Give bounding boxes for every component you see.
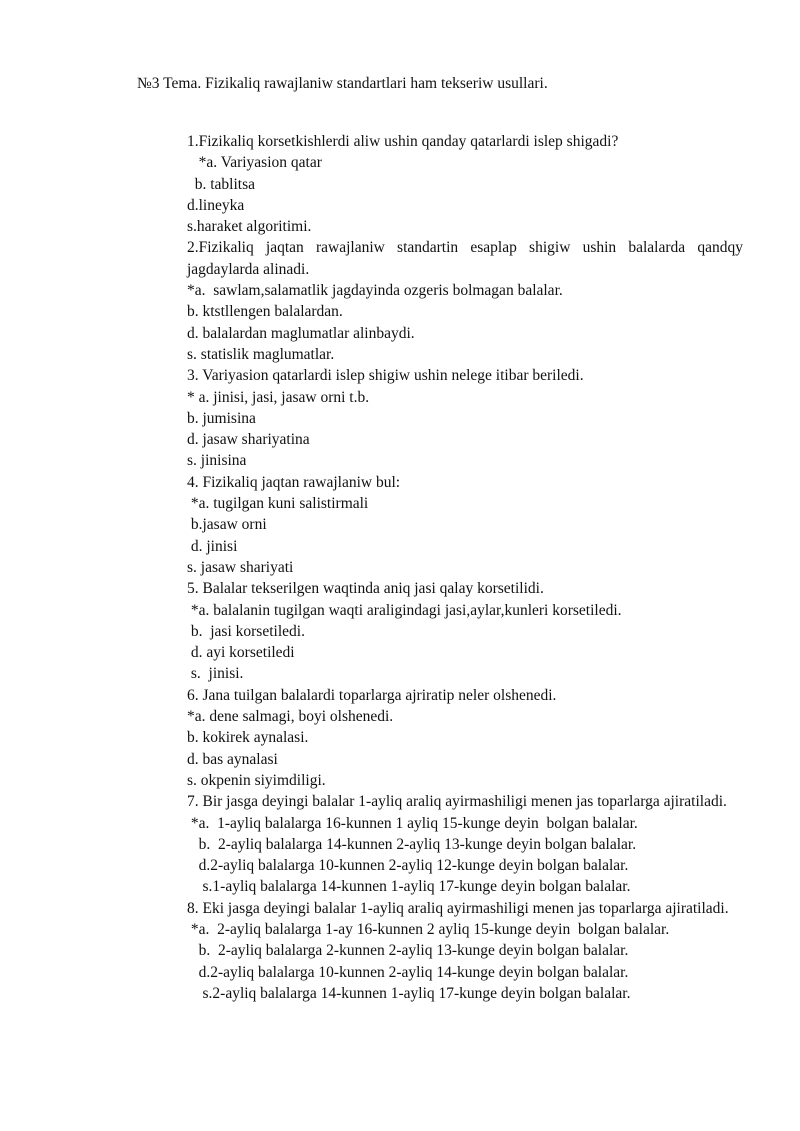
answer-option: s.1-ayliq balalarga 14-kunnen 1-ayliq 17-kunge deyin bolgan balalar. <box>187 878 631 896</box>
answer-option: d. balalardan maglumatlar alinbaydi. <box>187 324 415 342</box>
answer-option: *a. balalanin tugilgan waqti araligindagi jasi,aylar,kunleri korsetiledi. <box>187 601 622 619</box>
answer-option: d.2-ayliq balalarga 10-kunnen 2-ayliq 12-kunge deyin bolgan balalar. <box>187 857 629 875</box>
answer-option: d.2-ayliq balalarga 10-kunnen 2-ayliq 14-kunge deyin bolgan balalar. <box>187 963 629 981</box>
question-text: 7. Bir jasga deyingi balalar 1-ayliq araliq ayirmashiligi menen jas toparlarga ajiratiladi. <box>187 793 727 811</box>
answer-option: * a. jinisi, jasi, jasaw orni t.b. <box>187 388 370 406</box>
answer-option: d. jasaw shariyatina <box>187 431 310 449</box>
answer-option: d. bas aynalasi <box>187 750 278 768</box>
question-text: 2.Fizikaliq jaqtan rawajlaniw standartin esaplap shigiw ushin balalarda qandqy jagdaylarda alinadi. <box>187 239 743 278</box>
answer-option: b.jasaw orni <box>187 516 267 534</box>
question-block <box>187 237 743 365</box>
answer-option: *a. tugilgan kuni salistirmali <box>187 495 369 513</box>
answer-option: s. jinisi. <box>187 665 244 683</box>
answer-option: b. tablitsa <box>187 175 256 193</box>
question-block <box>187 791 743 897</box>
question-text: 6. Jana tuilgan balalardi toparlarga ajriratip neler olshenedi. <box>187 686 557 704</box>
answer-option: b. kokirek aynalasi. <box>187 729 309 747</box>
answer-option: *a. 2-ayliq balalarga 1-ay 16-kunnen 2 ayliq 15-kunge deyin bolgan balalar. <box>187 920 670 938</box>
answer-option: s.2-ayliq balalarga 14-kunnen 1-ayliq 17-kunge deyin bolgan balalar. <box>187 984 631 1002</box>
question-text: 5. Balalar tekserilgen waqtinda aniq jasi qalay korsetilidi. <box>187 580 544 598</box>
answer-option: *a. sawlam,salamatlik jagdayinda ozgeris bolmagan balalar. <box>187 282 563 300</box>
answer-option: d. ayi korsetiledi <box>187 644 295 662</box>
question-block <box>187 365 743 471</box>
answer-option: s. okpenin siyimdiligi. <box>187 771 326 789</box>
question-block <box>187 578 743 684</box>
answer-option: b. jumisina <box>187 409 256 427</box>
question-text: 1.Fizikaliq korsetkishlerdi aliw ushin qanday qatarlardi islep shigadi? <box>187 133 619 150</box>
answer-option: s. jinisina <box>187 452 247 470</box>
answer-option: d. jinisi <box>187 537 238 555</box>
answer-option: b. 2-ayliq balalarga 2-kunnen 2-ayliq 13-kunge deyin bolgan balalar. <box>187 942 629 960</box>
answer-option: b. ktstllengen balalardan. <box>187 303 343 321</box>
answer-option: *a. Variyasion qatar <box>187 154 322 172</box>
question-text: 4. Fizikaliq jaqtan rawajlaniw bul: <box>187 473 401 491</box>
question-list <box>187 131 743 1004</box>
answer-option: s.haraket algoritimi. <box>187 218 312 236</box>
question-block <box>187 898 743 1004</box>
answer-option: s. jasaw shariyati <box>187 558 294 576</box>
question-text: 8. Eki jasga deyingi balalar 1-ayliq araliq ayirmashiligi menen jas toparlarga ajiratiladi. <box>187 899 729 917</box>
answer-option: b. jasi korsetiledi. <box>187 622 305 640</box>
answer-option: b. 2-ayliq balalarga 14-kunnen 2-ayliq 13-kunge deyin bolgan balalar. <box>187 835 637 853</box>
page-title: №3 Tema. Fizikaliq rawajlaniw standartlari ham tekseriw usullari. <box>137 75 548 92</box>
question-block <box>187 472 743 578</box>
question-block <box>187 685 743 791</box>
answer-option: d.lineyka <box>187 196 245 214</box>
answer-option: s. statislik maglumatlar. <box>187 345 335 363</box>
question-block <box>187 131 743 237</box>
answer-option: *a. 1-ayliq balalarga 16-kunnen 1 ayliq 15-kunge deyin bolgan balalar. <box>187 814 638 832</box>
answer-option: *a. dene salmagi, boyi olshenedi. <box>187 708 394 726</box>
question-text: 3. Variyasion qatarlardi islep shigiw ushin nelege itibar beriledi. <box>187 367 584 385</box>
